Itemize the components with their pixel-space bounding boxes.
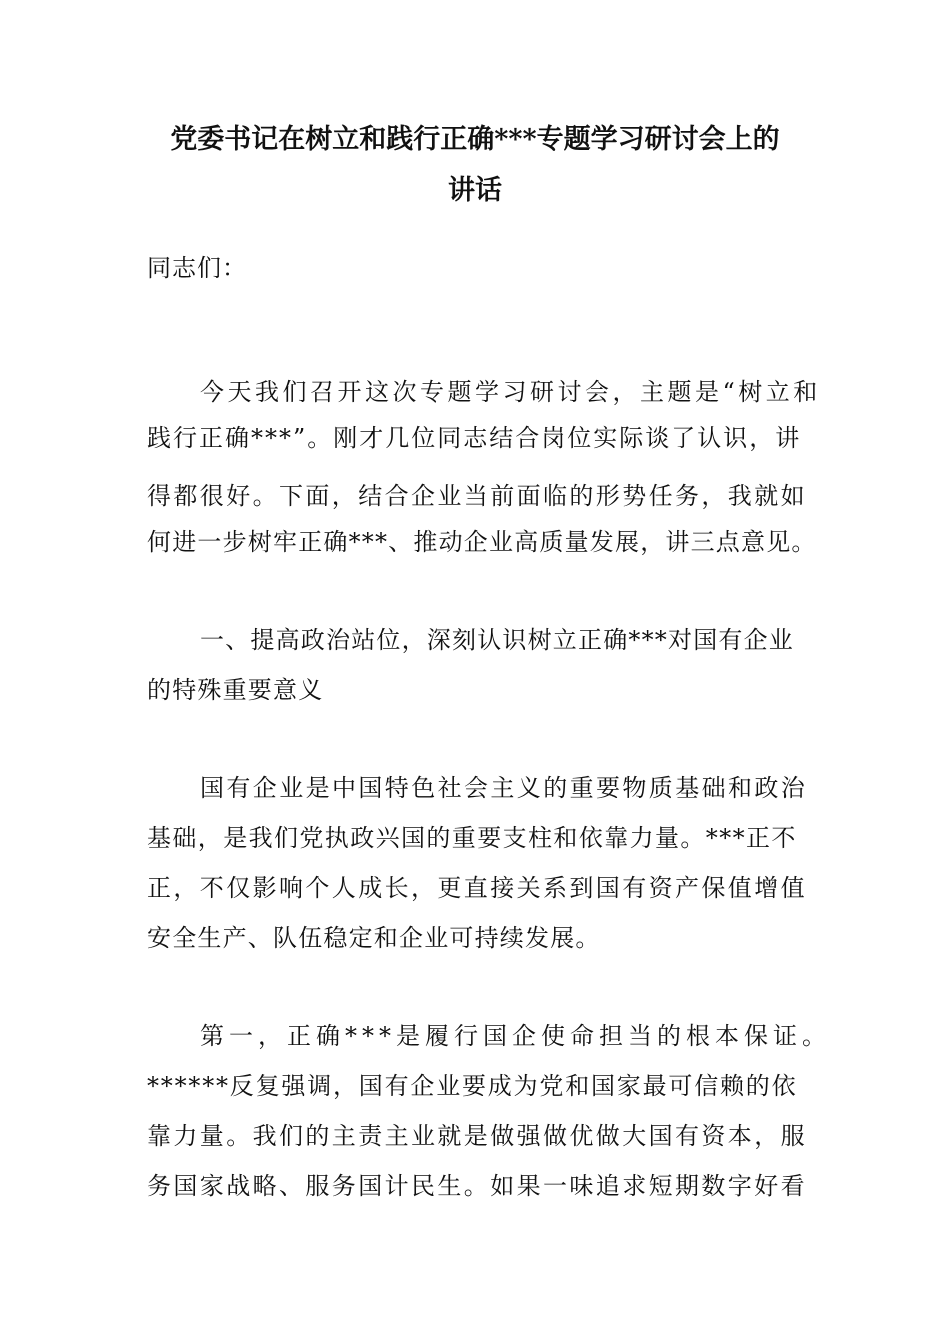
document-title-line-2: 讲话 bbox=[448, 175, 502, 206]
paragraph-3-line-1: 国有企业是中国特色社会主义的重要物质基础和政治 bbox=[200, 774, 808, 802]
paragraph-1-line-2: 践行正确***”。刚才几位同志结合岗位实际谈了认识，讲 bbox=[147, 424, 802, 452]
paragraph-4-line-3: 靠力量。我们的主责主业就是做强做优做大国有资本，服 bbox=[147, 1122, 807, 1150]
paragraph-1-line-4: 何进一步树牢正确***、推动企业高质量发展，讲三点意见。 bbox=[147, 528, 817, 556]
paragraph-4-line-1: 第一，正确***是履行国企使命担当的根本保证。 bbox=[200, 1022, 831, 1050]
document-title-line-1: 党委书记在树立和践行正确***专题学习研讨会上的 bbox=[170, 124, 780, 155]
paragraph-3-line-3: 正，不仅影响个人成长，更直接关系到国有资产保值增值 bbox=[147, 874, 807, 902]
paragraph-1-line-3: 得都很好。下面，结合企业当前面临的形势任务，我就如 bbox=[147, 482, 807, 510]
paragraph-4-line-2: ******反复强调，国有企业要成为党和国家最可信赖的依 bbox=[147, 1072, 798, 1100]
paragraph-1-line-1: 今天我们召开这次专题学习研讨会，主题是“树立和 bbox=[200, 378, 821, 406]
section-heading-1-line-2: 的特殊重要意义 bbox=[147, 676, 324, 704]
paragraph-3-line-4: 安全生产、队伍稳定和企业可持续发展。 bbox=[147, 924, 601, 952]
paragraph-3-line-2: 基础，是我们党执政兴国的重要支柱和依靠力量。***正不 bbox=[147, 824, 797, 852]
salutation: 同志们： bbox=[147, 254, 247, 282]
section-heading-1-line-1: 一、提高政治站位，深刻认识树立正确***对国有企业 bbox=[200, 626, 794, 654]
paragraph-4-line-4: 务国家战略、服务国计民生。如果一味追求短期数字好看 bbox=[147, 1172, 807, 1200]
